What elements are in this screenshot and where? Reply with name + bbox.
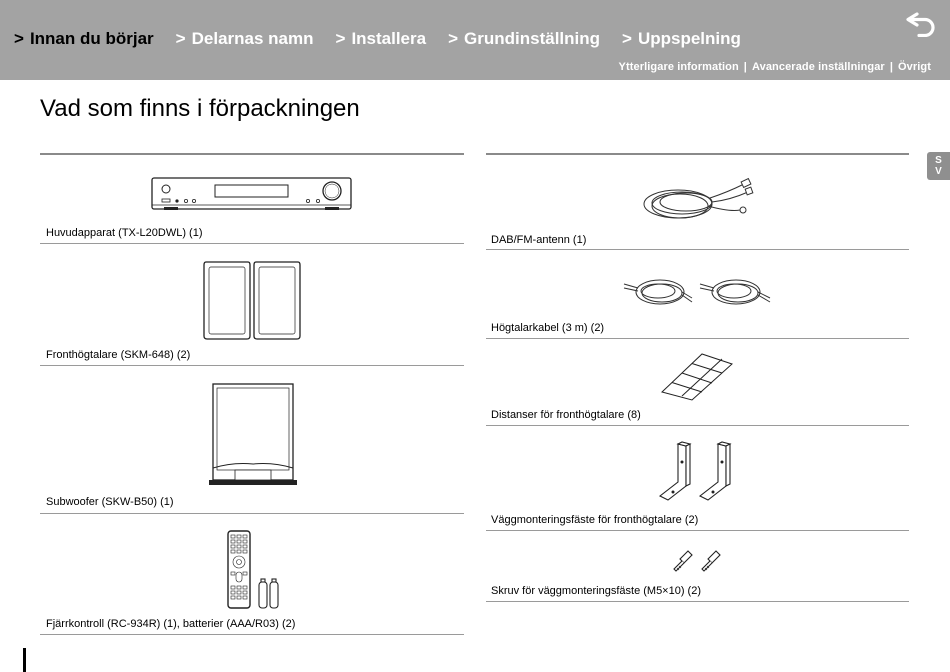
back-button[interactable] [905,9,937,37]
item-divider [40,243,464,244]
item-divider [486,530,909,531]
item-label: DAB/FM-antenn (1) [491,234,587,246]
nav-label: Innan du börjar [29,29,154,48]
nav-label: Delarnas namn [191,29,314,48]
chevron-right-icon: > [175,29,186,48]
link-ytterligare-information[interactable]: Ytterligare information [618,61,739,73]
nav-label: Uppspelning [637,29,741,48]
item-divider [486,249,909,250]
nav-innan-du-borjar[interactable] [14,27,154,51]
chevron-right-icon: > [448,29,459,48]
item-divider [486,338,909,339]
item-label: Fjärrkontroll (RC-934R) (1), batterier (AAA/R03) (2) [46,618,296,630]
section-divider [486,153,909,155]
link-ovrigt[interactable]: Övrigt [898,61,931,73]
nav-installera[interactable] [336,27,427,51]
item-divider [40,365,464,366]
nav-label: Installera [351,29,427,48]
item-divider [486,425,909,426]
chevron-right-icon: > [622,29,632,48]
nav-grundinstallning[interactable] [448,27,600,51]
remote-control-illustration [222,528,284,612]
section-divider [40,153,464,155]
nav-uppspelning[interactable] [622,27,741,51]
language-letter: S [935,155,942,166]
speaker-cable-illustration [620,272,776,312]
screw-illustration [670,549,726,575]
subwoofer-illustration [205,380,299,488]
item-divider [40,513,464,514]
item-label: Huvudapparat (TX-L20DWL) (1) [46,227,203,239]
item-label: Fronthögtalare (SKM-648) (2) [46,349,191,361]
item-divider [486,601,909,602]
item-divider [40,634,464,635]
back-arrow-icon [905,9,937,37]
item-label: Väggmonteringsfäste för fronthögtalare (2) [491,514,699,526]
secondary-nav [619,61,931,73]
item-label: Skruv för väggmonteringsfäste (M5×10) (2) [491,585,702,597]
link-avancerade-installningar[interactable]: Avancerade inställningar [751,61,885,73]
antenna-illustration [640,176,758,224]
separator: | [743,61,747,73]
chevron-right-icon: > [335,29,346,48]
separator: | [889,61,893,73]
chevron-right-icon: > [14,29,24,48]
main-unit-illustration [150,174,354,214]
item-label: Högtalarkabel (3 m) (2) [491,322,605,334]
wall-bracket-illustration [656,440,752,504]
spacer-sheet-illustration [658,352,736,402]
language-letter: V [935,166,942,177]
front-speakers-illustration [200,258,304,342]
page-title: Vad som finns i förpackningen [40,95,360,122]
item-label: Subwoofer (SKW-B50) (1) [46,496,174,508]
main-nav [14,27,763,51]
header-bar [0,0,950,80]
language-tab[interactable] [927,152,950,180]
item-label: Distanser för fronthögtalare (8) [491,409,641,421]
nav-delarnas-namn[interactable] [176,27,314,51]
page-edge-mark [23,648,26,672]
nav-label: Grundinställning [464,29,601,48]
